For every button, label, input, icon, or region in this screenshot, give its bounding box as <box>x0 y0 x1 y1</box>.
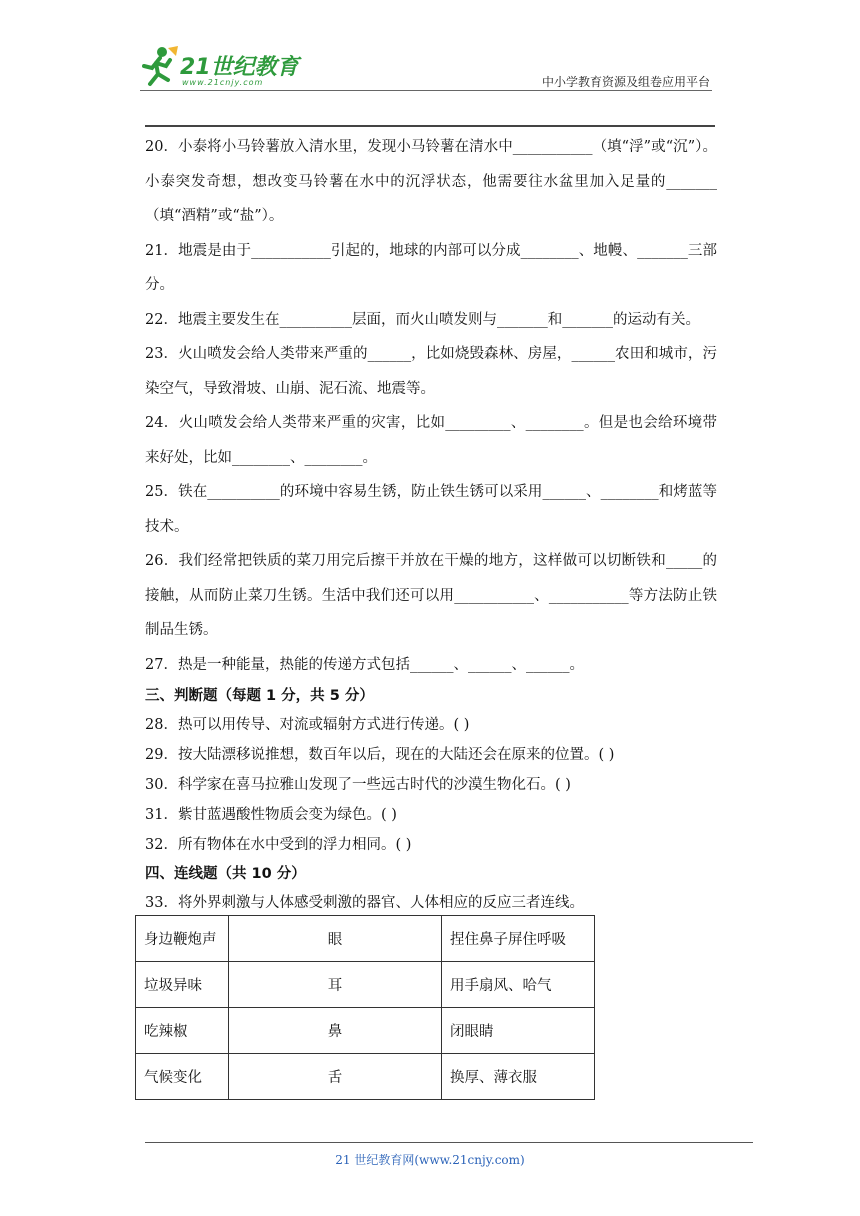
table-row <box>136 1008 595 1054</box>
section-title-matching: 四、连线题（共 10 分） <box>145 866 306 882</box>
reaction-cell: 换厚、薄衣服 <box>442 1054 595 1100</box>
question-30: 30．科学家在喜马拉雅山发现了一些远古时代的沙漠生物化石。( ) <box>145 777 571 793</box>
question-28: 28．热可以用传导、对流或辐射方式进行传递。( ) <box>145 717 470 733</box>
question-23: 23．火山喷发会给人类带来严重的______，比如烧毁森林、房屋，______农田和城市，污染空气，导致滑坡、山崩、泥石流、地震等。 <box>145 346 717 397</box>
question-32: 32．所有物体在水中受到的浮力相同。( ) <box>145 837 412 853</box>
organ-cell: 舌 <box>229 1054 442 1100</box>
question-29: 29．按大陆漂移说推想，数百年以后，现在的大陆还会在原来的位置。( ) <box>145 747 615 763</box>
table-row <box>136 916 595 962</box>
question-21: 21．地震是由于___________引起的，地球的内部可以分成________、地幔、_______三部分。 <box>145 242 717 293</box>
question-33: 33．将外界刺激与人体感受刺激的器官、人体相应的反应三者连线。 <box>145 895 584 911</box>
page-header <box>0 0 860 130</box>
question-27: 27．热是一种能量，热能的传递方式包括______、______、______。 <box>145 656 584 673</box>
question-26: 26．我们经常把铁质的菜刀用完后擦干并放在干燥的地方，这样做可以切断铁和_____的接触，从而防止菜刀生锈。生活中我们还可以用___________、___________等方法防止铁制品生锈。 <box>145 553 717 638</box>
question-24: 24．火山喷发会给人类带来严重的灾害，比如_________、________。但是也会给环境带来好处，比如________、________。 <box>145 415 717 466</box>
runner-logo-icon <box>140 44 180 88</box>
logo-text: 21世纪教育 <box>180 55 299 80</box>
site-logo[interactable] <box>140 44 320 94</box>
platform-title: 中小学教育资源及组卷应用平台 <box>541 75 710 89</box>
question-20: 20．小泰将小马铃薯放入清水里，发现小马铃薯在清水中___________（填“浮”或“沉”）。小泰突发奇想，想改变马铃薯在水中的沉浮状态，他需要往水盆里加入足量的_______（填“酒精”或“盐”）。 <box>145 139 717 224</box>
matching-table <box>135 915 595 1100</box>
reaction-cell: 捏住鼻子屏住呼吸 <box>442 916 595 962</box>
organ-cell: 眼 <box>229 916 442 962</box>
question-22: 22．地震主要发生在__________层面，而火山喷发则与_______和_______的运动有关。 <box>145 311 700 328</box>
stimulus-cell: 身边鞭炮声 <box>136 916 229 962</box>
reaction-cell: 用手扇风、哈气 <box>442 962 595 1008</box>
header-divider <box>140 90 712 91</box>
stimulus-cell: 垃圾异味 <box>136 962 229 1008</box>
organ-cell: 鼻 <box>229 1008 442 1054</box>
footer-divider <box>145 1142 753 1143</box>
reaction-cell: 闭眼睛 <box>442 1008 595 1054</box>
logo-url: www.21cnjy.com <box>182 78 264 87</box>
table-row <box>136 962 595 1008</box>
question-25: 25．铁在__________的环境中容易生锈，防止铁生锈可以采用______、________和烤蓝等技术。 <box>145 484 717 535</box>
organ-cell: 耳 <box>229 962 442 1008</box>
stimulus-cell: 吃辣椒 <box>136 1008 229 1054</box>
content-top-divider <box>145 125 715 127</box>
table-row <box>136 1054 595 1100</box>
question-31: 31．紫甘蓝遇酸性物质会变为绿色。( ) <box>145 807 397 823</box>
section-title-judgement: 三、判断题（每题 1 分，共 5 分） <box>145 688 374 704</box>
footer-link[interactable]: 21 世纪教育网(www.21cnjy.com) <box>335 1153 525 1167</box>
stimulus-cell: 气候变化 <box>136 1054 229 1100</box>
question-content <box>145 130 717 918</box>
